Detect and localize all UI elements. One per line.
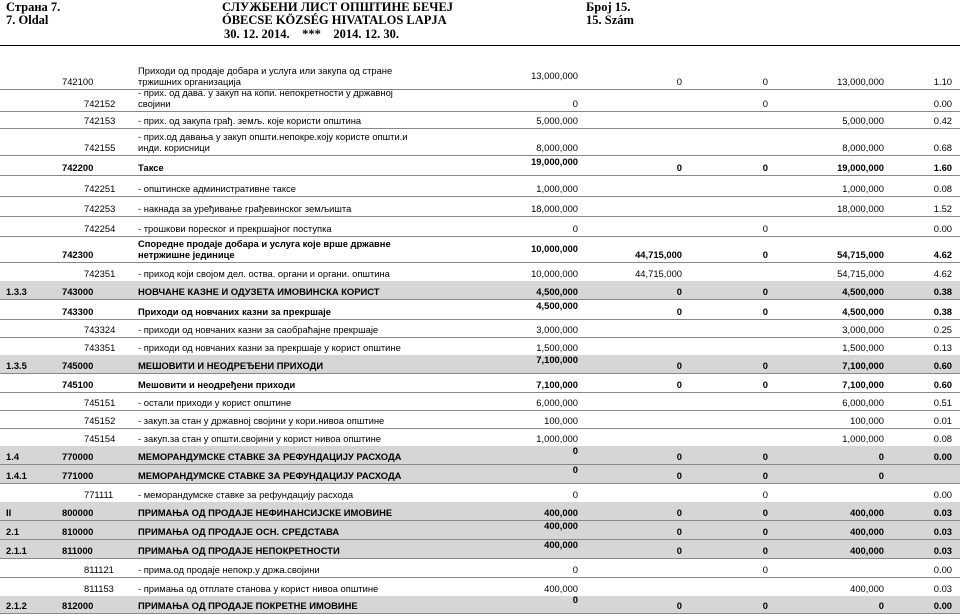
row-description: Приходи од продаје добара и услуга или закупа од стране: [138, 65, 393, 76]
amount-percent: 0.42: [933, 115, 952, 126]
amount-other: 0: [762, 98, 768, 109]
table-row: [0, 176, 960, 196]
amount-other: 0: [762, 223, 768, 234]
account-code: 742300: [62, 249, 94, 260]
amount-total: 54,715,000: [837, 249, 884, 260]
account-code: 811000: [62, 545, 93, 556]
amount-percent: 0.03: [933, 545, 952, 556]
amount-total: 7,100,000: [842, 360, 884, 371]
row-description: - приходи од новчаних казни за прекршаје у корист општине: [138, 342, 401, 353]
amount-own: 0: [676, 286, 682, 297]
amount-total: 6,000,000: [842, 397, 884, 408]
table-row: [0, 392, 960, 410]
row-description: МЕМОРАНДУМСКЕ СТАВКЕ ЗА РЕФУНДАЦИЈУ РАСХОДА: [138, 451, 402, 462]
amount-other: 0: [762, 306, 768, 317]
amount-plan: 0: [572, 594, 578, 605]
amount-own: 0: [676, 76, 682, 87]
amount-plan: 0: [572, 223, 578, 234]
amount-own: 44,715,000: [635, 268, 682, 279]
table-row: [0, 299, 960, 319]
amount-own: 0: [676, 600, 682, 611]
table-row: [0, 521, 960, 539]
amount-percent: 0.13: [933, 342, 952, 353]
row-description: - закуп.за стан у државној својини у кори.нивоа општине: [138, 415, 385, 426]
row-description: МЕМОРАНДУМСКЕ СТАВКЕ ЗА РЕФУНДАЦИЈУ РАСХОДА: [138, 470, 402, 481]
row-description: инди. корисници: [138, 142, 210, 153]
table-row: [0, 236, 960, 262]
amount-other: 0: [762, 526, 768, 537]
amount-plan: 19,000,000: [531, 156, 578, 167]
amount-percent: 0.08: [933, 183, 952, 194]
amount-total: 400,000: [850, 526, 884, 537]
row-description: Таксе: [138, 162, 164, 173]
row-description: - накнада за уређивање грађевинског земљишта: [138, 203, 352, 214]
amount-total: 18,000,000: [837, 203, 884, 214]
amount-total: 5,000,000: [842, 115, 884, 126]
account-code: 745151: [84, 397, 116, 408]
amount-total: 0: [878, 600, 884, 611]
amount-total: 0: [878, 451, 884, 462]
account-code: 743351: [84, 342, 116, 353]
table-row: [0, 374, 960, 392]
header-page-hu: 7. Oldal: [6, 13, 49, 27]
amount-own: 0: [676, 545, 682, 556]
amount-plan: 0: [572, 489, 578, 500]
amount-total: 1,000,000: [842, 433, 884, 444]
table-row: [0, 465, 960, 483]
account-code: 771111: [84, 489, 114, 500]
amount-plan: 18,000,000: [531, 203, 578, 214]
amount-total: 3,000,000: [842, 324, 884, 335]
amount-plan: 0: [572, 98, 578, 109]
amount-total: 0: [878, 470, 884, 481]
section-number: 1.4.1: [6, 470, 27, 481]
row-description: - приход који својом дел. оства. органи и органи. општина: [138, 268, 390, 279]
table-row: [0, 196, 960, 216]
amount-percent: 0.00: [933, 98, 952, 109]
table-row: [0, 540, 960, 558]
account-code: 811153: [84, 583, 114, 594]
table-row: [0, 319, 960, 337]
amount-plan: 400,000: [544, 507, 578, 518]
section-number: 2.1: [6, 526, 20, 537]
table-row: [0, 263, 960, 281]
amount-own: 0: [676, 451, 682, 462]
table-row: [0, 578, 960, 596]
amount-own: 0: [676, 526, 682, 537]
amount-total: 19,000,000: [837, 162, 884, 173]
amount-total: 4,500,000: [842, 286, 884, 297]
amount-plan: 100,000: [544, 415, 578, 426]
row-description: својини: [138, 98, 171, 109]
table-row: [0, 337, 960, 355]
amount-plan: 6,000,000: [536, 397, 578, 408]
table-row: [0, 355, 960, 373]
amount-other: 0: [762, 470, 768, 481]
amount-percent: 0.60: [933, 360, 952, 371]
amount-percent: 0.03: [933, 507, 952, 518]
row-description: - прих. од дава. у закуп на копи. непокретности у државној: [138, 87, 393, 98]
amount-other: 0: [762, 564, 768, 575]
amount-other: 0: [762, 286, 768, 297]
table-row: [0, 428, 960, 446]
row-description: - меморандумске ставке за рефундацију расхода: [138, 489, 354, 500]
row-description: тржишних организација: [138, 76, 241, 87]
amount-percent: 0.00: [933, 451, 952, 462]
account-code: 743000: [62, 286, 94, 297]
amount-own: 44,715,000: [635, 249, 682, 260]
amount-total: 1,500,000: [842, 342, 884, 353]
amount-other: 0: [762, 249, 768, 260]
amount-other: 0: [762, 545, 768, 556]
amount-percent: 0.00: [933, 600, 952, 611]
header-issue-hu: 15. Szám: [586, 13, 634, 27]
amount-plan: 4,500,000: [536, 300, 578, 311]
row-description: ПРИМАЊА ОД ПРОДАЈЕ ПОКРЕТНЕ ИМОВИНЕ: [138, 600, 358, 611]
amount-percent: 1.52: [933, 203, 952, 214]
amount-own: 0: [676, 162, 682, 173]
table-row: [0, 89, 960, 111]
account-code: 742100: [62, 76, 94, 87]
amount-total: 54,715,000: [837, 268, 884, 279]
amount-own: 0: [676, 360, 682, 371]
account-code: 771000: [62, 470, 94, 481]
amount-plan: 0: [572, 464, 578, 475]
header-issue-sr: Број 15.: [586, 0, 631, 14]
table-row: [0, 502, 960, 520]
amount-percent: 0.08: [933, 433, 952, 444]
amount-percent: 0.00: [933, 489, 952, 500]
amount-percent: 0.25: [933, 324, 952, 335]
table-row: [0, 129, 960, 155]
row-description: - примања од отплате станова у корист нивоа општине: [138, 583, 379, 594]
table-row: [0, 155, 960, 175]
amount-plan: 1,000,000: [536, 433, 578, 444]
row-description: - закуп.за стан у општи.својини у корист нивоа општине: [138, 433, 381, 444]
amount-own: 0: [676, 306, 682, 317]
account-code: 742152: [84, 98, 116, 109]
section-number: 1.3.3: [6, 286, 27, 297]
amount-percent: 0.03: [933, 583, 952, 594]
account-code: 742251: [84, 183, 116, 194]
table-row: [0, 61, 960, 89]
amount-percent: 0.03: [933, 526, 952, 537]
section-number: 2.1.1: [6, 545, 27, 556]
amount-plan: 0: [572, 445, 578, 456]
amount-other: 0: [762, 489, 768, 500]
account-code: 742200: [62, 162, 94, 173]
table-row: [0, 559, 960, 577]
row-description: - остали приходи у корист општине: [138, 397, 292, 408]
amount-other: 0: [762, 451, 768, 462]
amount-plan: 13,000,000: [531, 70, 578, 81]
amount-total: 4,500,000: [842, 306, 884, 317]
account-code: 742254: [84, 223, 116, 234]
amount-percent: 1.10: [933, 76, 952, 87]
amount-percent: 0.38: [933, 306, 952, 317]
row-description: ПРИМАЊА ОД ПРОДАЈЕ ОСН. СРЕДСТАВА: [138, 526, 340, 537]
amount-total: 7,100,000: [842, 379, 884, 390]
amount-percent: 0.38: [933, 286, 952, 297]
account-code: 742153: [84, 115, 116, 126]
amount-plan: 4,500,000: [536, 286, 578, 297]
table-row: [0, 281, 960, 299]
amount-plan: 7,100,000: [536, 354, 578, 365]
table-row: [0, 112, 960, 128]
amount-other: 0: [762, 76, 768, 87]
row-description: НОВЧАНЕ КАЗНЕ И ОДУЗЕТА ИМОВИНСКА КОРИСТ: [138, 286, 380, 297]
section-number: 2.1.2: [6, 600, 27, 611]
section-number: 1.4: [6, 451, 20, 462]
header-title-sr: СЛУЖБЕНИ ЛИСТ ОПШТИНЕ БЕЧЕЈ: [222, 0, 454, 14]
row-description: - општинске административне таксе: [138, 183, 296, 194]
row-description: - прих.од давања у закуп општи.непокре.коју користе општи.и: [138, 131, 408, 142]
header-page-sr: Страна 7.: [6, 0, 61, 14]
account-code: 743300: [62, 306, 94, 317]
amount-plan: 10,000,000: [531, 268, 578, 279]
row-description: Споредне продаје добара и услуга које врше државне: [138, 238, 391, 249]
account-code: 810000: [62, 526, 94, 537]
amount-percent: 0.68: [933, 142, 952, 153]
amount-plan: 8,000,000: [536, 142, 578, 153]
amount-plan: 5,000,000: [536, 115, 578, 126]
row-description: Приходи од новчаних казни за прекршаје: [138, 306, 331, 317]
row-description: МЕШОВИТИ И НЕОДРЕЂЕНИ ПРИХОДИ: [138, 360, 324, 371]
account-code: 742351: [84, 268, 116, 279]
amount-other: 0: [762, 507, 768, 518]
table-row: [0, 484, 960, 502]
row-description: - приходи од новчаних казни за саобраћајне прекршаје: [138, 324, 379, 335]
table-row: [0, 410, 960, 428]
row-description: ПРИМАЊА ОД ПРОДАЈЕ НЕФИНАНСИЈСКЕ ИМОВИНЕ: [138, 507, 393, 518]
amount-plan: 7,100,000: [536, 379, 578, 390]
amount-plan: 1,000,000: [536, 183, 578, 194]
account-code: 742253: [84, 203, 116, 214]
amount-total: 13,000,000: [837, 76, 884, 87]
amount-plan: 1,500,000: [536, 342, 578, 353]
account-code: 811121: [84, 564, 114, 575]
account-code: 745154: [84, 433, 116, 444]
amount-percent: 4.62: [933, 268, 952, 279]
amount-other: 0: [762, 600, 768, 611]
account-code: 742155: [84, 142, 116, 153]
row-description: - прима.од продаје непокр.у држа.својини: [138, 564, 320, 575]
amount-total: 1,000,000: [842, 183, 884, 194]
amount-percent: 0.00: [933, 564, 952, 575]
amount-own: 0: [676, 379, 682, 390]
amount-plan: 400,000: [544, 539, 578, 550]
row-description: ПРИМАЊА ОД ПРОДАЈЕ НЕПОКРЕТНОСТИ: [138, 545, 340, 556]
amount-plan: 3,000,000: [536, 324, 578, 335]
account-code: 745000: [62, 360, 94, 371]
amount-plan: 400,000: [544, 583, 578, 594]
section-number: II: [6, 507, 12, 518]
account-code: 770000: [62, 451, 94, 462]
account-code: 745100: [62, 379, 94, 390]
row-description: Мешовити и неодређени приходи: [138, 379, 296, 390]
amount-plan: 400,000: [544, 520, 578, 531]
header-divider: [0, 45, 960, 46]
row-description: нетржишне јединице: [138, 249, 235, 260]
amount-plan: 0: [572, 564, 578, 575]
amount-own: 0: [676, 470, 682, 481]
header-title-hu: ÓBECSE KÖZSÉG HIVATALOS LAPJA: [222, 13, 447, 27]
row-description: - трошкови пореског и прекршајног поступка: [138, 223, 332, 234]
header-date: 30. 12. 2014. *** 2014. 12. 30.: [224, 27, 399, 41]
amount-total: 400,000: [850, 507, 884, 518]
amount-percent: 0.00: [933, 223, 952, 234]
account-code: 812000: [62, 600, 94, 611]
amount-percent: 0.60: [933, 379, 952, 390]
amount-total: 100,000: [850, 415, 884, 426]
account-code: 743324: [84, 324, 116, 335]
table-row: [0, 446, 960, 464]
table-row: [0, 596, 960, 613]
amount-total: 400,000: [850, 545, 884, 556]
table-row: [0, 216, 960, 236]
amount-percent: 0.01: [933, 415, 952, 426]
amount-other: 0: [762, 162, 768, 173]
amount-percent: 0.51: [933, 397, 952, 408]
section-number: 1.3.5: [6, 360, 27, 371]
page-header: [0, 0, 960, 44]
account-code: 745152: [84, 415, 116, 426]
account-code: 800000: [62, 507, 94, 518]
amount-percent: 4.62: [933, 249, 952, 260]
amount-plan: 10,000,000: [531, 243, 578, 254]
amount-own: 0: [676, 507, 682, 518]
amount-percent: 1.60: [933, 162, 952, 173]
amount-total: 8,000,000: [842, 142, 884, 153]
amount-total: 400,000: [850, 583, 884, 594]
amount-other: 0: [762, 360, 768, 371]
row-description: - прих. од закупа грађ. земљ. које користи општина: [138, 115, 362, 126]
amount-other: 0: [762, 379, 768, 390]
